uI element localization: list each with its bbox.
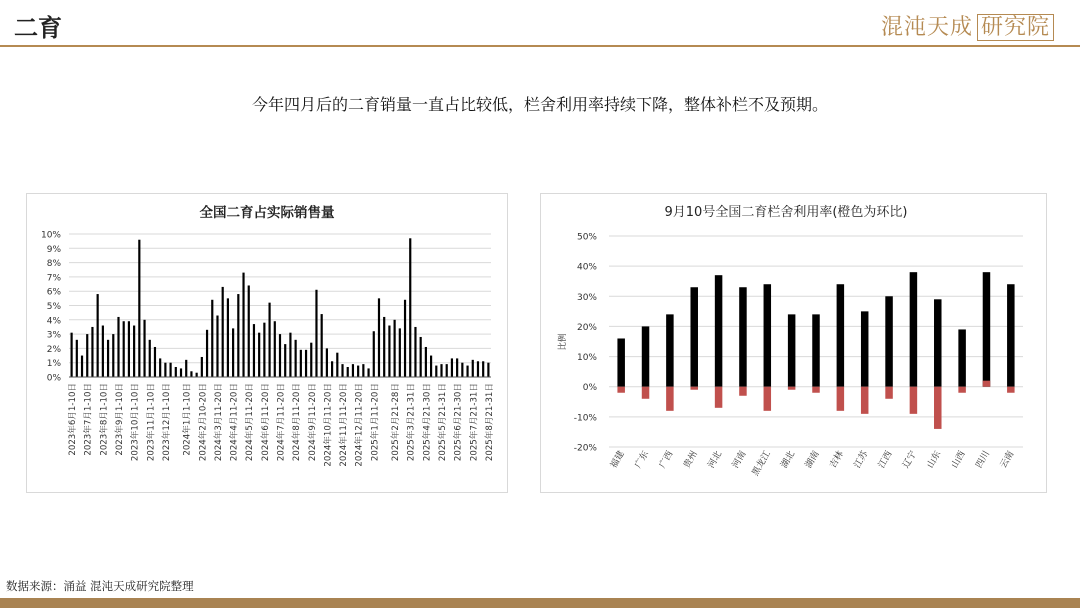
mom-change-bar [958,387,966,393]
mom-change-bar [764,387,772,411]
bar [456,358,458,377]
x-tick-label: 2024年1月1-10日 [182,383,193,456]
mom-change-bar [885,387,893,399]
x-tick-label: 2023年11月1-10日 [146,383,157,462]
x-tick-label: 2024年3月11-20日 [213,383,224,462]
x-tick-label: 贵州 [682,449,700,471]
x-tick-label: 山东 [925,449,944,471]
x-tick-label: 2023年6月1-10日 [68,383,79,456]
y-axis-label: 比例 [558,333,568,351]
bar [242,273,244,377]
bar [446,364,448,377]
x-tick-label: 2024年4月11-20日 [229,383,240,462]
slide-subtitle: 今年四月后的二育销量一直占比较低，栏舍利用率持续下降，整体补栏不及预期。 [251,95,828,114]
mom-change-bar [788,387,796,390]
bar [289,333,291,377]
utilization-bar [715,275,723,387]
x-tick-label: 云南 [998,449,1017,471]
bar [112,334,114,377]
bar [284,344,286,377]
x-tick-label: 2024年7月11-20日 [276,383,287,462]
bar [133,326,135,377]
x-tick-label: 2024年6月11-20日 [260,383,271,462]
page-title: 二育 [14,13,62,42]
y-tick-label: 8% [46,259,61,270]
y-tick-label: 0% [46,373,61,384]
bar [472,360,474,377]
bar [232,328,234,377]
second-fattening-share-chart [27,194,507,492]
x-tick-label: 2025年7月21-31日 [469,383,480,462]
x-tick-label: 2024年12月11-20日 [354,383,365,467]
header-divider [0,45,1080,47]
bar [487,363,489,377]
chart-title: 9月10号全国二育栏舍利用率(橙色为环比) [664,205,908,220]
mom-change-bar [1007,387,1015,393]
bar [237,294,239,377]
bar [159,358,161,377]
bar [279,334,281,377]
x-tick-label: 2023年12月1-10日 [161,383,172,462]
x-tick-label: 广东 [633,449,652,471]
chart-title: 全国二育占实际销售量 [199,205,335,221]
utilization-bar [934,299,942,386]
mom-change-bar [812,387,820,393]
utilization-bar [642,326,650,386]
brand-institute: 研究院 [977,14,1054,41]
bar [258,333,260,377]
y-tick-label: 0% [582,383,597,394]
x-tick-label: 湖南 [803,449,822,471]
bar [227,298,229,377]
y-tick-label: 1% [46,359,61,370]
bar [321,314,323,377]
bar [117,317,119,377]
y-tick-label: 6% [46,287,61,298]
bar [399,328,401,377]
bar [248,285,250,377]
bar [336,353,338,377]
utilization-bar [910,272,918,387]
x-tick-label: 2025年6月21-30日 [453,383,464,462]
mom-change-bar [934,387,942,429]
x-tick-label: 2024年10月11-20日 [323,383,334,467]
mom-change-bar [837,387,845,411]
x-tick-label: 2025年1月11-20日 [370,383,381,462]
x-tick-label: 2025年5月21-31日 [438,383,449,462]
mom-change-bar [715,387,723,408]
bar [268,303,270,377]
bar [477,361,479,377]
x-tick-label: 2025年4月21-30日 [422,383,433,462]
y-tick-label: -20% [573,443,597,454]
footer-bar [0,598,1080,608]
bar [164,363,166,377]
y-tick-label: 5% [46,302,61,312]
utilization-bar [739,287,747,386]
bar [190,371,192,377]
x-tick-label: 山西 [950,449,968,471]
bar [71,333,73,377]
bar [352,364,354,377]
bar [482,361,484,377]
x-tick-label: 2025年3月21-31日 [406,383,417,462]
bar [404,300,406,377]
y-tick-label: 30% [576,292,597,303]
bar [414,327,416,377]
bar [425,347,427,377]
pen-utilization-chart [541,194,1046,492]
y-tick-label: 20% [576,322,597,333]
left-chart-panel [26,193,508,493]
y-tick-label: 40% [576,262,597,273]
y-tick-label: 3% [46,330,61,341]
bar [430,356,432,377]
bar [253,324,255,377]
x-tick-label: 2024年2月10-20日 [198,383,209,462]
bar [222,287,224,377]
bar [394,320,396,377]
bar [86,334,88,377]
bar [175,367,177,377]
x-tick-label: 湖北 [779,449,798,471]
mom-change-bar [617,387,625,393]
mom-change-bar [739,387,747,396]
x-tick-label: 福建 [609,449,627,471]
bar [451,358,453,377]
bar [216,316,218,377]
bar [300,350,302,377]
utilization-bar [788,314,796,386]
x-tick-label: 河南 [730,449,749,471]
utilization-bar [983,272,991,387]
bar [149,340,151,377]
bar [331,361,333,377]
x-tick-label: 广西 [657,449,676,471]
bar [123,321,125,377]
brand-logo [881,10,1054,41]
mom-change-bar [642,387,650,399]
bar [201,357,203,377]
utilization-bar [885,296,893,386]
bar [81,356,83,377]
brand-name: 混沌天成 [880,15,973,40]
bar [91,327,93,377]
bar [341,364,343,377]
bar [263,323,265,377]
bar [76,340,78,377]
y-tick-label: 2% [46,344,61,355]
utilization-bar [764,284,772,386]
bar [383,317,385,377]
utilization-bar [617,338,625,386]
utilization-bar [1007,284,1015,386]
x-tick-label: 2024年11月11-20日 [339,383,350,467]
bar [466,366,468,377]
x-tick-label: 2023年10月1-10日 [130,383,141,462]
utilization-bar [861,311,869,386]
bar [211,300,213,377]
x-tick-label: 2025年8月21-31日 [484,382,495,462]
bar [185,360,187,377]
mom-change-bar [690,387,698,390]
x-tick-label: 2024年9月11-20日 [307,383,318,462]
bar [138,240,140,377]
x-tick-label: 四川 [974,449,993,471]
utilization-bar [812,314,820,386]
bar [295,340,297,377]
x-tick-label: 2024年5月11-20日 [245,383,256,462]
bar [107,340,109,377]
bar [315,290,317,377]
mom-change-bar [666,387,674,411]
x-tick-label: 2023年7月1-10日 [83,383,94,456]
x-tick-label: 江西 [876,449,895,471]
x-tick-label: 江苏 [852,449,871,471]
data-source-note: 数据来源：涌益 混沌天成研究院整理 [6,579,194,593]
mom-change-bar [861,387,869,414]
bar [373,331,375,377]
bar [362,364,364,377]
bar [409,238,411,377]
x-tick-label: 2023年8月1-10日 [99,383,110,456]
bar [196,373,198,377]
y-tick-label: 9% [46,244,61,255]
bar [97,294,99,377]
y-tick-label: 50% [576,232,597,243]
y-tick-label: -10% [573,413,597,424]
bar [440,364,442,377]
bar [154,347,156,377]
bar [357,366,359,377]
bar [305,350,307,377]
x-tick-label: 吉林 [828,449,846,471]
x-tick-label: 2024年8月11-20日 [292,383,303,462]
bar [274,321,276,377]
x-tick-label: 2023年9月1-10日 [114,383,125,456]
bar [143,320,145,377]
y-tick-label: 10% [40,230,61,241]
utilization-bar [837,284,845,386]
bar [347,367,349,377]
x-tick-label: 辽宁 [901,449,920,471]
bar [378,298,380,377]
mom-change-bar [983,381,991,387]
right-chart-panel [540,193,1047,493]
y-tick-label: 4% [46,316,61,327]
mom-change-bar [910,387,918,414]
bar [367,368,369,377]
x-tick-label: 河北 [706,449,725,471]
bar [435,366,437,377]
bar [326,348,328,377]
y-tick-label: 7% [46,273,61,284]
bar [310,343,312,377]
bar [461,363,463,377]
bar [128,321,130,377]
x-tick-label: 黑龙江 [750,449,773,478]
bar [206,330,208,377]
utilization-bar [958,329,966,386]
bar [388,326,390,377]
bar [180,368,182,377]
y-tick-label: 10% [576,353,597,364]
bar [420,337,422,377]
bar [169,363,171,377]
utilization-bar [666,314,674,386]
x-tick-label: 2025年2月21-28日 [391,383,402,462]
utilization-bar [690,287,698,386]
bar [102,326,104,377]
